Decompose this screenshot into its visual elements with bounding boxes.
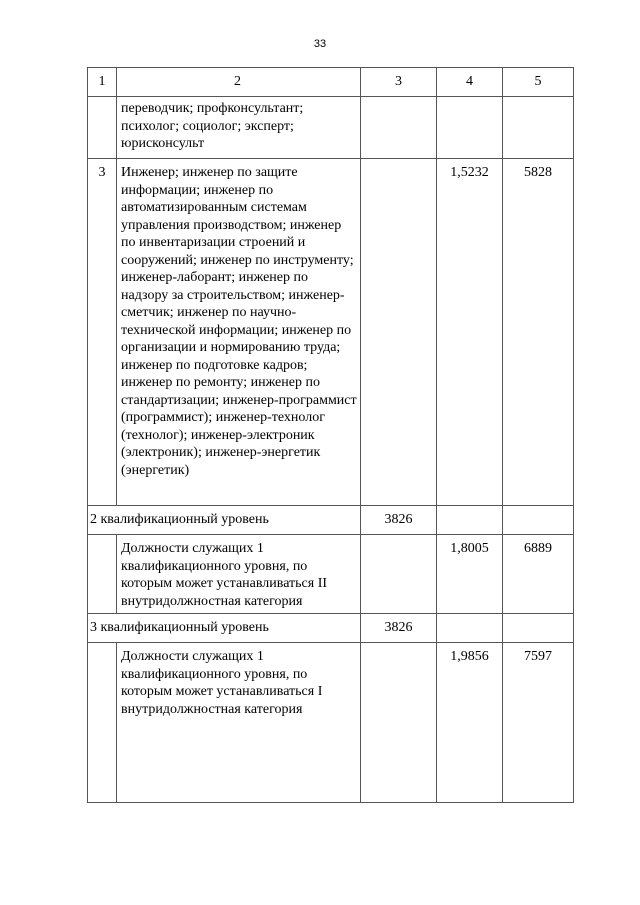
position-text: Должности служащих 1 квалификационного уровня, по которым может устанавливаться II внутридолжностная категория [117,535,361,614]
header-col-2: 2 [117,68,361,97]
coef-cell [437,614,503,643]
coef-cell: 1,8005 [437,535,503,614]
position-text: Должности служащих 1 квалификационного уровня, по которым может устанавливаться I внутридолжностная категория [117,643,361,803]
salary-cell [503,506,574,535]
row-num-cell [88,97,117,159]
header-col-4: 4 [437,68,503,97]
header-col-5: 5 [503,68,574,97]
qualification-level-label: 2 квалификационный уровень [88,506,361,535]
base-salary-cell: 3826 [361,614,437,643]
row-num-cell: 3 [88,159,117,506]
table-header-row [88,68,574,97]
coef-cell [437,97,503,159]
base-cell [361,643,437,803]
row-num-cell [88,643,117,803]
coef-cell: 1,5232 [437,159,503,506]
base-cell [361,97,437,159]
header-col-1: 1 [88,68,117,97]
coef-cell [437,506,503,535]
table-row [88,643,574,803]
page-number: 33 [313,38,327,50]
salary-cell [503,97,574,159]
table-row [88,159,574,506]
header-col-3: 3 [361,68,437,97]
base-salary-cell: 3826 [361,506,437,535]
salary-cell [503,614,574,643]
table-row [88,97,574,159]
salary-cell: 7597 [503,643,574,803]
salary-table [87,67,574,803]
row-num-cell [88,535,117,614]
coef-cell: 1,9856 [437,643,503,803]
salary-cell: 6889 [503,535,574,614]
table-row [88,535,574,614]
qualification-level-row [88,506,574,535]
qualification-level-row [88,614,574,643]
base-cell [361,159,437,506]
qualification-level-label: 3 квалификационный уровень [88,614,361,643]
salary-cell: 5828 [503,159,574,506]
position-text: переводчик; профконсультант; психолог; социолог; эксперт; юрисконсульт [117,97,361,159]
base-cell [361,535,437,614]
position-text: Инженер; инженер по защите информации; инженер по автоматизированным системам управления производством; инженер по инвентаризации строений и сооружений; инженер по инструменту; инженер-лаборант; инженер по надзору за строительством; инженер-сметчик; инженер по научно-технической информации; инженер по организации и нормированию труда; инженер по подготовке кадров; инженер по ремонту; инженер по стандартизации; инженер-программист (программист); инженер-технолог (технолог); инженер-электроник (электроник); инженер-энергетик (энергетик) [117,159,361,506]
